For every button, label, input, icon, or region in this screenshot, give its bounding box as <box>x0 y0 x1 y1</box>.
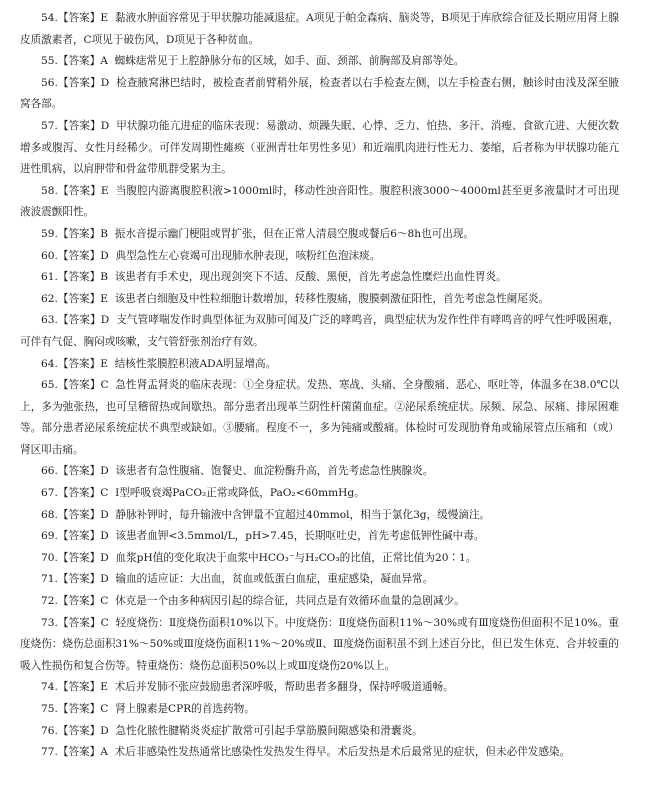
explanation-text: 黏液水肿面容常见于甲状腺功能减退症。A项见于帕金森病、脑炎等，B项见于库欣综合征及长期应用肾上腺皮质激素者，C项见于破伤风，D项见于各种贫血。 <box>20 12 619 46</box>
answer-tag: 【答案】E <box>57 292 108 305</box>
answer-entry <box>20 548 619 570</box>
spacer <box>108 228 115 240</box>
question-number: 55. <box>41 55 58 68</box>
answer-entry <box>20 267 619 289</box>
question-number: 70. <box>41 551 58 564</box>
answer-entry <box>20 591 619 613</box>
explanation-text: 休克是一个由多种病因引起的综合征，共同点是有效循环血量的急剧减少。 <box>115 595 465 608</box>
explanation-text: 支气管哮喘发作时典型体征为双肺可闻及广泛的哮鸣音，典型症状为发作性伴有哮鸣音的呼气性呼吸困难，可伴有气促、胸闷或咳嗽，支气管舒张剂治疗有效。 <box>20 314 619 348</box>
spacer <box>109 185 116 197</box>
question-number: 75. <box>41 703 58 715</box>
explanation-text: 该患者有急性腹痛、饱餐史、血淀粉酶升高，首先考虑急性胰腺炎。 <box>115 465 434 478</box>
answer-tag: 【答案】D <box>57 530 109 543</box>
question-number: 60. <box>41 249 58 262</box>
answer-entry <box>20 699 619 721</box>
answer-tag: 【答案】D <box>57 573 109 586</box>
spacer <box>108 293 115 305</box>
explanation-text: 甲状腺功能亢进症的临床表现：易激动、烦躁失眠、心悸、乏力、怕热、多汗、消瘦、食欲亢进、大便次数增多或腹泻、女性月经稀少。可伴发周期性瘫痪（亚洲青壮年男性多见）和近端肌肉进行性无力、萎缩，后者称为甲状腺功能亢进性肌病，以肩胛带和骨盆带肌群受累为主。 <box>20 119 619 176</box>
answer-tag: 【答案】A <box>57 746 108 759</box>
question-number: 61. <box>41 271 58 284</box>
answer-entry <box>20 375 619 461</box>
answer-entry <box>20 354 619 376</box>
answer-entry <box>20 181 619 224</box>
answer-entry <box>20 246 619 268</box>
question-number: 76. <box>41 724 58 737</box>
question-number: 72. <box>41 595 58 608</box>
question-number: 56. <box>41 76 58 89</box>
question-number: 63. <box>41 314 58 327</box>
spacer <box>108 681 115 693</box>
answer-tag: 【答案】C <box>57 616 109 629</box>
answer-entry <box>20 569 619 591</box>
answer-tag: 【答案】C <box>57 703 109 715</box>
answer-entry <box>20 721 619 743</box>
explanation-text: 典型急性左心衰竭可出现肺水肿表现，咳粉红色泡沫痰。 <box>115 249 381 262</box>
question-number: 67. <box>41 487 58 500</box>
question-number: 59. <box>41 227 58 240</box>
question-number: 66. <box>41 465 58 478</box>
answer-entry <box>20 483 619 505</box>
answer-tag: 【答案】D <box>57 249 109 262</box>
answer-tag: 【答案】C <box>57 379 109 392</box>
question-number: 54. <box>41 12 58 24</box>
answer-entry <box>20 73 619 116</box>
answer-tag: 【答案】E <box>57 357 108 370</box>
explanation-text: Ⅰ型呼吸衰竭PaCO₂正常或降低，PaO₂<60mmHg。 <box>115 487 365 500</box>
answer-tag: 【答案】B <box>57 227 109 240</box>
explanation-text: 振水音提示幽门梗阻或胃扩张，但在正常人清晨空腹或餐后6～8h也可出现。 <box>114 227 475 240</box>
explanation-text: 该患者白细胞及中性粒细胞计数增加，转移性腹痛，腹膜刺激征阳性，首先考虑急性阑尾炎。 <box>114 292 550 305</box>
answer-tag: 【答案】D <box>57 76 110 89</box>
question-number: 58. <box>41 184 58 197</box>
explanation-text: 静脉补钾时，每升输液中含钾量不宜超过40mmol，相当于氯化3g，缓慢滴注。 <box>115 508 491 521</box>
answer-entry <box>20 742 619 764</box>
question-number: 62. <box>41 292 58 305</box>
answer-tag: 【答案】E <box>57 184 109 197</box>
answer-entry <box>20 613 619 678</box>
spacer <box>108 271 115 283</box>
answer-tag: 【答案】C <box>57 487 109 500</box>
explanation-text: 输血的适应证：大出血，贫血或低蛋白血症，重症感染，凝血异常。 <box>115 573 434 586</box>
answer-entry <box>20 116 619 181</box>
explanation-text: 结核性浆膜腔积液ADA明显增高。 <box>114 357 277 370</box>
explanation-text: 术后并发肺不张应鼓励患者深呼吸，帮助患者多翻身，保持呼吸道通畅。 <box>114 681 454 694</box>
explanation-text: 该患者有手术史，现出现剑突下不适、反酸、黑便，首先考虑急性糜烂出血性胃炎。 <box>114 271 507 284</box>
explanation-text: 肾上腺素是CPR的首选药物。 <box>115 703 255 715</box>
answer-entry <box>20 526 619 548</box>
question-number: 71. <box>41 573 58 586</box>
explanation-text: 术后非感染性发热通常比感染性发热发生得早。术后发热是术后最常见的症状，但未必伴发感染。 <box>114 746 571 759</box>
answer-tag: 【答案】A <box>57 55 108 68</box>
explanation-text: 血浆pH值的变化取决于血浆中HCO₃⁻与H₂CO₃的比值，正常比值为20∶1。 <box>115 551 477 564</box>
answer-tag: 【答案】D <box>57 551 109 564</box>
question-number: 68. <box>41 508 58 521</box>
answer-tag: 【答案】C <box>57 595 109 608</box>
answer-entry <box>20 224 619 246</box>
explanation-text: 该患者血钾<3.5mmol/L，pH>7.45，长期呕吐史，首先考虑低钾性碱中毒。 <box>115 530 485 543</box>
explanation-text: 当腹腔内游离腹腔积液>1000ml时，移动性浊音阳性。腹腔积液3000～4000ml甚至更多液量时才可出现液波震颤阳性。 <box>20 184 619 219</box>
answer-entry <box>20 461 619 483</box>
answer-tag: 【答案】D <box>57 465 109 478</box>
answer-entry <box>20 677 619 699</box>
answer-entry <box>20 310 619 353</box>
answer-tag: 【答案】E <box>57 681 108 694</box>
explanation-text: 急性肾盂肾炎的临床表现：①全身症状。发热、寒战、头痛、全身酸痛、恶心、呕吐等，体温多在38.0℃以上，多为弛张热，也可呈稽留热或间歇热。部分患者出现革兰阴性杆菌菌血症。②泌尿系统症状。尿频、尿急、尿痛、排尿困难等。部分患者泌尿系统症状不典型或缺如。③腰痛。程度不一，多为钝痛或酸痛。体检时可发现肋脊角或输尿管点压痛和（或）肾区叩击痛。 <box>20 379 619 456</box>
spacer <box>108 55 115 67</box>
answer-tag: 【答案】E <box>57 12 109 24</box>
spacer <box>108 746 115 758</box>
spacer <box>108 12 115 24</box>
question-number: 74. <box>41 681 58 694</box>
spacer <box>109 617 116 629</box>
question-number: 64. <box>41 357 58 370</box>
answer-tag: 【答案】D <box>57 724 109 737</box>
question-number: 57. <box>41 119 58 132</box>
question-number: 77. <box>41 746 58 759</box>
explanation-text: 检查腋窝淋巴结时，被检查者前臂稍外展，检查者以右手检查左侧，以左手检查右侧，触诊时由浅及深至腋窝各部。 <box>20 76 619 111</box>
spacer <box>108 358 115 370</box>
answer-entry <box>20 289 619 311</box>
answer-tag: 【答案】D <box>57 119 110 132</box>
answer-entry <box>20 505 619 527</box>
explanation-text: 轻度烧伤：Ⅱ度烧伤面积10%以下。中度烧伤：Ⅱ度烧伤面积11%～30%或有Ⅲ度烧伤但面积不足10%。重度烧伤：烧伤总面积31%～50%或Ⅲ度烧伤面积11%～20%或Ⅱ、Ⅲ度烧伤面积虽不到上述百分比，但已发生休克、合并较重的吸入性损伤和复合伤等。特重烧伤：烧伤总面积50%以上或Ⅲ度烧伤20%以上。 <box>20 616 619 672</box>
answer-tag: 【答案】D <box>57 314 110 327</box>
question-number: 73. <box>41 616 58 629</box>
explanation-text: 蜘蛛痣常见于上腔静脉分布的区域，如手、面、颈部、前胸部及肩部等处。 <box>114 55 465 68</box>
answer-entry <box>20 8 619 51</box>
question-number: 65. <box>41 379 58 392</box>
answer-tag: 【答案】D <box>57 508 109 521</box>
explanation-text: 急性化脓性腱鞘炎炎症扩散常可引起手掌筋膜间隙感染和滑囊炎。 <box>115 724 423 737</box>
answer-entry <box>20 51 619 73</box>
question-number: 69. <box>41 530 58 543</box>
answer-tag: 【答案】B <box>57 271 109 284</box>
